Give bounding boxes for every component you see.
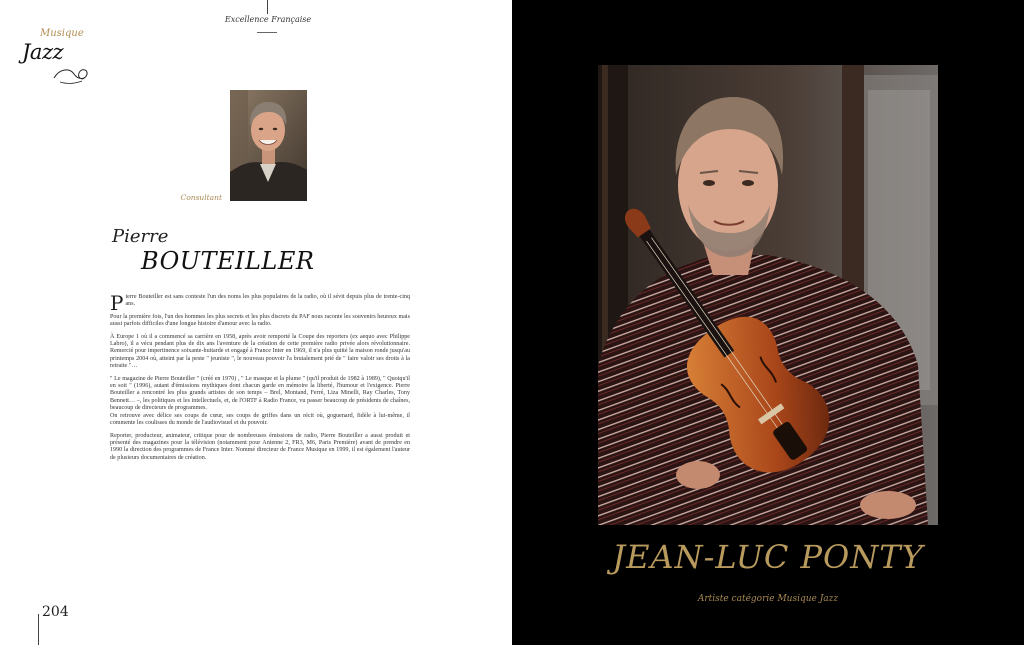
article-paragraph: On retrouve avec délice ses coups de cœur, ses coups de griffes dans un récit où, goguenard, fidèle à lui-même, il commente les coulisses du monde de l'audiovisuel et du pouvoir.	[110, 412, 410, 427]
person-last-name: BOUTEILLER	[141, 247, 315, 275]
article-paragraph: " Le magazine de Pierre Bouteiller " (créé en 1970) , " Le masque et la plume " (qu'il produit de 1982 à 1989), " Quoiqu'il en soit " (1996), autant d'émissions mythiques dont chacun garde en mémoire la liberté, l'humour et l'exigence. Pierre Bouteiller a rencontré les plus grands artistes de son temps – Brel, Montand, Ferré, Liza Minelli, Ray Charles, Tony Bennett… –, les politiques et les intellectuels, et, de l'ORTF à Radio France, vu passer beaucoup de présidents de chaînes, beaucoup de directeurs de programmes.	[110, 375, 410, 412]
paragraph-text: ierre Bouteiller est sans conteste l'un des noms les plus populaires de la radio, où il sévit depuis plus de trente-cinq ans.	[125, 294, 410, 308]
right-page	[512, 0, 1024, 645]
page-number: 204	[42, 604, 69, 620]
artist-photo	[598, 65, 938, 525]
artist-name: JEAN-LUC PONTY	[612, 538, 924, 576]
article-paragraph	[110, 291, 410, 315]
artist-subtitle: Artiste catégorie Musique Jazz	[697, 594, 839, 604]
drop-cap: P	[110, 291, 124, 315]
section-name: Jazz	[22, 40, 64, 64]
article-body	[110, 291, 410, 467]
article-paragraph: Pour la première fois, l'un des hommes les plus secrets et les plus discrets du PAF nous raconte les souvenirs heureux mais aussi parfois difficiles d'une longue histoire d'amour avec la radio.	[110, 313, 410, 328]
section-kicker: Musique	[40, 28, 84, 39]
person-first-name: Pierre	[112, 226, 169, 247]
flourish-icon	[52, 64, 90, 86]
top-rule	[267, 0, 268, 14]
article-paragraph: À Europe 1 où il a commencé sa carrière en 1958, après avoir remporté la Coupe des reporters (ex aequo avec Philippe Labro), il a vécu pendant plus de dix ans l'aventure de la création de cette première radio privée alors révolutionnaire. Remercié pour impertinence soixante-huitarde et engagé à France Inter en 1969, il n'a plus quitté la maison ronde jusqu'au printemps 2004 où, atteint par la peste " jeuniste ", le nouveau pouvoir l'a brutalement prié de " faire valoir ses droits à la retraite "…	[110, 333, 410, 370]
running-head-underline	[257, 32, 277, 33]
consultant-portrait	[230, 90, 307, 201]
portrait-caption: Consultant	[180, 193, 222, 202]
article-paragraph: Reporter, producteur, animateur, critique pour de nombreuses émissions de radio, Pierre Bouteiller a aussi produit et présenté des magazines pour la télévision (notamment pour Antenne 2, FR3, M6, Paris Première) avant de prendre en 1990 la direction des programmes de France Inter. Nommé directeur de France Musique en 1999, il est également l'auteur de plusieurs documentaires de création.	[110, 432, 410, 461]
page-number-rule	[38, 614, 39, 645]
running-head: Excellence Française	[224, 15, 312, 24]
